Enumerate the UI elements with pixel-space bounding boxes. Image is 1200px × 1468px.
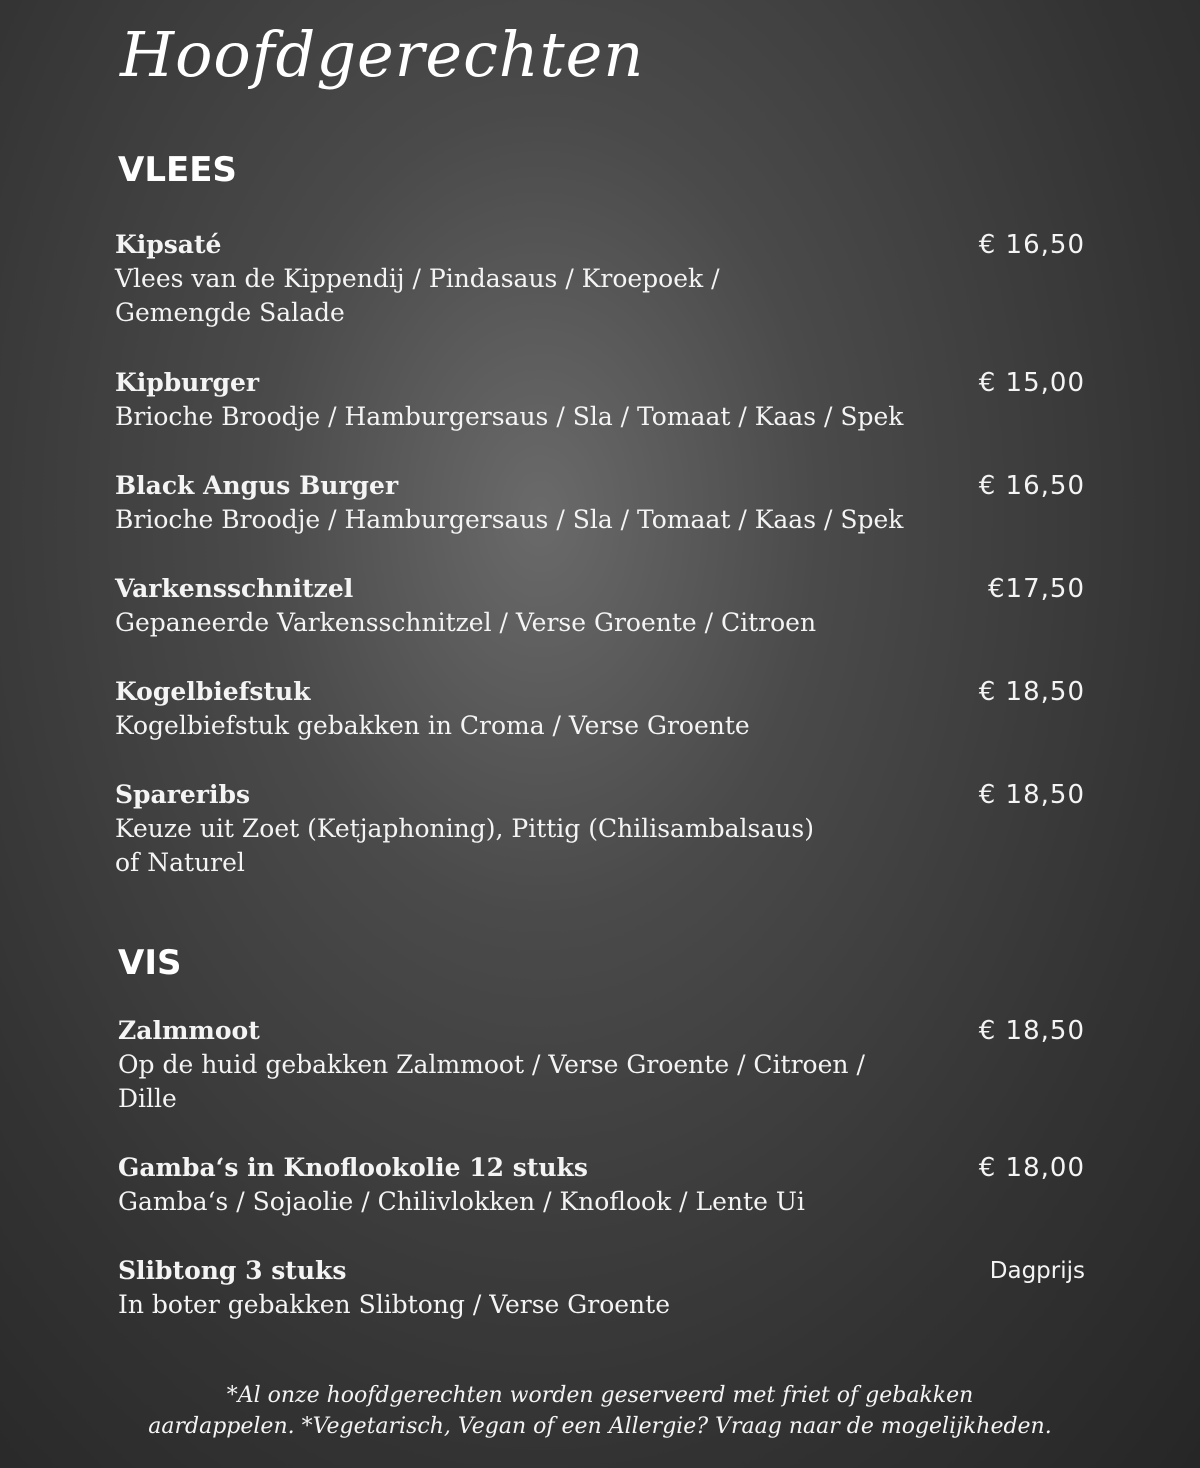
item-name: Kogelbiefstuk bbox=[115, 677, 311, 706]
menu-item bbox=[115, 675, 1085, 743]
footer-note bbox=[0, 1380, 1200, 1442]
item-description: Gepaneerde Varkensschnitzel / Verse Groente / Citroen bbox=[115, 608, 817, 637]
menu-item bbox=[115, 572, 1085, 640]
footer-line: *Al onze hoofdgerechten worden geserveerd met friet of gebakken bbox=[226, 1383, 974, 1408]
item-name: Kipburger bbox=[115, 368, 260, 397]
item-description: Brioche Broodje / Hamburgersaus / Sla / Tomaat / Kaas / Spek bbox=[115, 402, 904, 431]
item-price: € 16,50 bbox=[978, 471, 1085, 501]
item-name: Varkensschnitzel bbox=[115, 574, 354, 603]
item-name: Gamba‘s in Knoflookolie 12 stuks bbox=[118, 1153, 588, 1182]
item-price: € 16,50 bbox=[978, 230, 1085, 260]
item-price: € 15,00 bbox=[978, 368, 1085, 398]
item-price: Dagprijs bbox=[989, 1258, 1085, 1284]
menu-item bbox=[115, 228, 1085, 330]
menu-item bbox=[115, 778, 1085, 880]
section-title-vis: VIS bbox=[118, 943, 182, 983]
item-description: Brioche Broodje / Hamburgersaus / Sla / Tomaat / Kaas / Spek bbox=[115, 505, 904, 534]
item-description: In boter gebakken Slibtong / Verse Groente bbox=[118, 1290, 670, 1319]
item-name: Slibtong 3 stuks bbox=[118, 1256, 347, 1285]
item-price: € 18,50 bbox=[978, 780, 1085, 810]
section-title-vlees: VLEES bbox=[118, 150, 237, 190]
item-price: € 18,00 bbox=[978, 1153, 1085, 1183]
item-price: € 18,50 bbox=[978, 677, 1085, 707]
item-description: Gamba‘s / Sojaolie / Chilivlokken / Knoflook / Lente Ui bbox=[118, 1187, 805, 1216]
menu-item bbox=[118, 1151, 1085, 1219]
item-name: Black Angus Burger bbox=[115, 471, 399, 500]
item-name: Spareribs bbox=[115, 780, 251, 809]
page-title: Hoofdgerechten bbox=[120, 18, 645, 91]
item-description: Op de huid gebakken Zalmmoot / Verse Groente / Citroen / Dille bbox=[118, 1050, 865, 1113]
item-description: Kogelbiefstuk gebakken in Croma / Verse Groente bbox=[115, 711, 750, 740]
item-price: € 18,50 bbox=[978, 1016, 1085, 1046]
item-description: Vlees van de Kippendij / Pindasaus / Kroepoek / Gemengde Salade bbox=[115, 264, 720, 327]
item-price: €17,50 bbox=[988, 574, 1085, 604]
menu-item bbox=[115, 366, 1085, 434]
menu-item bbox=[115, 469, 1085, 537]
item-description: Keuze uit Zoet (Ketjaphoning), Pittig (Chilisambalsaus) of Naturel bbox=[115, 814, 814, 877]
menu-item bbox=[118, 1014, 1085, 1116]
menu-item bbox=[118, 1254, 1085, 1322]
item-name: Kipsaté bbox=[115, 230, 222, 259]
footer-line: aardappelen. *Vegetarisch, Vegan of een Allergie? Vraag naar de mogelijkheden. bbox=[148, 1414, 1052, 1439]
item-name: Zalmmoot bbox=[118, 1016, 260, 1045]
